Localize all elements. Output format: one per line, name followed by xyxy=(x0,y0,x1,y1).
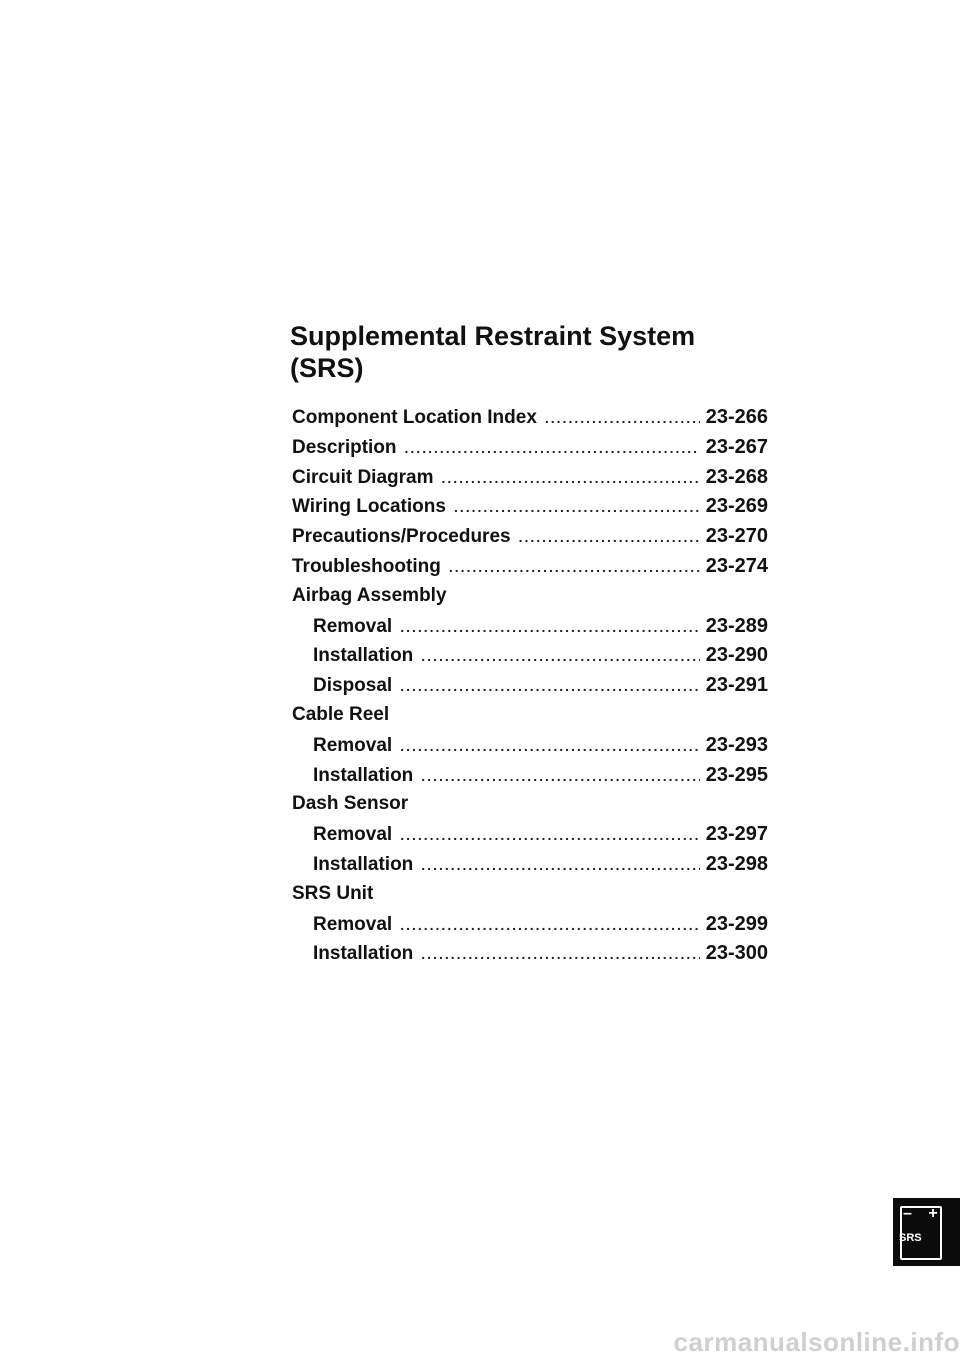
toc-entry xyxy=(292,406,768,436)
toc-entry xyxy=(292,525,768,555)
toc-entry-label: Removal xyxy=(313,824,393,846)
toc-entry-label: Installation xyxy=(313,645,414,667)
toc-entry-page: 23-300 xyxy=(705,942,768,965)
toc-entry xyxy=(292,466,768,496)
toc-entry-label: Description xyxy=(292,436,397,458)
toc-entry-label: Airbag Assembly xyxy=(292,584,447,606)
battery-terminals-icon: – + xyxy=(903,1205,944,1222)
srs-badge-label: SRS xyxy=(899,1232,922,1244)
toc-leader-dots xyxy=(400,827,700,843)
toc-entry-label: Wiring Locations xyxy=(292,496,446,518)
toc-leader-dots xyxy=(421,857,699,873)
toc-leader-dots xyxy=(454,499,700,515)
toc-entry-page: 23-269 xyxy=(705,495,768,518)
toc-entry-page: 23-299 xyxy=(705,912,768,935)
toc-heading xyxy=(292,704,768,734)
footer-watermark: carmanualsonline.info xyxy=(673,1327,960,1357)
toc-leader-dots xyxy=(405,440,700,456)
toc-entry-label: Removal xyxy=(313,913,393,935)
toc-entry xyxy=(292,853,768,883)
toc-entry-label: Dash Sensor xyxy=(292,793,409,815)
toc-entry-page: 23-274 xyxy=(705,554,768,577)
toc-heading xyxy=(292,883,768,913)
toc-leader-dots xyxy=(441,470,699,486)
toc-entry-label: Precautions/Procedures xyxy=(292,526,511,548)
table-of-contents xyxy=(292,406,768,972)
section-title-line1: Supplemental Restraint System xyxy=(290,321,696,351)
toc-entry-page: 23-290 xyxy=(705,644,768,667)
toc-leader-dots xyxy=(449,559,700,575)
toc-leader-dots xyxy=(545,410,700,426)
toc-entry-page: 23-298 xyxy=(705,852,768,875)
toc-entry-page: 23-293 xyxy=(705,733,768,756)
toc-entry-label: SRS Unit xyxy=(292,882,374,904)
toc-entry-label: Circuit Diagram xyxy=(292,466,434,488)
toc-entry-page: 23-267 xyxy=(705,435,768,458)
toc-entry-label: Disposal xyxy=(313,675,393,697)
toc-entry xyxy=(292,942,768,972)
toc-heading xyxy=(292,585,768,615)
section-title xyxy=(290,320,790,384)
toc-entry xyxy=(292,764,768,794)
toc-entry xyxy=(292,644,768,674)
toc-entry xyxy=(292,734,768,764)
toc-entry-page: 23-291 xyxy=(705,674,768,697)
toc-entry-label: Removal xyxy=(313,734,393,756)
toc-entry xyxy=(292,495,768,525)
toc-entry xyxy=(292,913,768,943)
toc-heading xyxy=(292,793,768,823)
toc-entry-page: 23-289 xyxy=(705,614,768,637)
toc-entry-label: Cable Reel xyxy=(292,703,390,725)
toc-entry-label: Installation xyxy=(313,943,414,965)
toc-entry xyxy=(292,555,768,585)
toc-leader-dots xyxy=(421,768,699,784)
toc-entry xyxy=(292,674,768,704)
section-title-line2: (SRS) xyxy=(290,353,364,383)
toc-entry-page: 23-297 xyxy=(705,823,768,846)
toc-entry-label: Installation xyxy=(313,764,414,786)
toc-entry xyxy=(292,436,768,466)
toc-entry-page: 23-295 xyxy=(705,763,768,786)
toc-leader-dots xyxy=(421,648,699,664)
toc-leader-dots xyxy=(519,529,700,545)
toc-leader-dots xyxy=(400,619,700,635)
toc-entry-page: 23-266 xyxy=(705,406,768,428)
toc-leader-dots xyxy=(400,738,700,754)
toc-entry-label: Troubleshooting xyxy=(292,555,441,577)
toc-entry-label: Component Location Index xyxy=(292,407,537,428)
toc-entry-page: 23-268 xyxy=(705,465,768,488)
toc-leader-dots xyxy=(400,917,700,933)
toc-entry-label: Installation xyxy=(313,853,414,875)
toc-entry-page: 23-270 xyxy=(705,525,768,548)
toc-leader-dots xyxy=(421,946,699,962)
toc-entry xyxy=(292,823,768,853)
toc-entry xyxy=(292,615,768,645)
srs-battery-icon xyxy=(893,1198,960,1266)
toc-leader-dots xyxy=(400,678,700,694)
toc-entry-label: Removal xyxy=(313,615,393,637)
